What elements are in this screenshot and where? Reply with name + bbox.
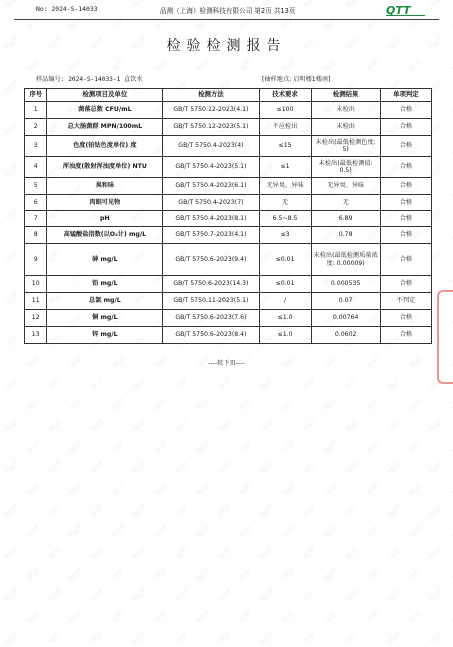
cell-no: 2 [25,119,47,136]
report-number: No: 2024-S-14033 [36,5,98,13]
cell-item: 总氯 mg/L [47,293,163,310]
cell-judgement: 合格 [380,136,431,157]
cell-no: 1 [25,102,47,119]
cell-requirement: 无 [259,195,311,211]
table-row [25,276,432,293]
cell-requirement: ≤15 [259,136,311,157]
cell-item: 铜 mg/L [47,310,163,327]
cell-judgement: 合格 [380,327,431,344]
col-header-method: 检测方法 [163,89,259,102]
cell-requirement: 6.5~8.5 [259,211,311,227]
cell-result: 0.0602 [311,327,380,344]
cell-requirement: ≤1 [259,157,311,178]
col-header-item: 检测项目及单位 [47,89,163,102]
cell-result: 0.000535 [311,276,380,293]
cell-method: GB/T 5750.4-2023(4) [163,136,259,157]
cell-requirement: ≤0.01 [259,276,311,293]
cell-result: 未检出 [311,119,380,136]
cell-result: 6.89 [311,211,380,227]
cell-item: 高锰酸盐指数(以O₂计) mg/L [47,227,163,244]
cell-item: 菌落总数 CFU/mL [47,102,163,119]
table-row [25,327,432,344]
cell-requirement: ≤3 [259,227,311,244]
cell-requirement: ≤1.0 [259,327,311,344]
cell-method: GB/T 5750.12-2023(4.1) [163,102,259,119]
cell-item: 色度(铂钴色度单位) 度 [47,136,163,157]
cell-requirement: 无异臭、异味 [259,178,311,195]
cell-no: 3 [25,136,47,157]
cell-method: GB/T 5750.4-2023(5.1) [163,157,259,178]
cell-no: 13 [25,327,47,344]
cell-method: GB/T 5750.4-2023(8.1) [163,211,259,227]
continue-next-page: ----转下页---- [208,360,245,367]
cell-requirement: 不应检出 [259,119,311,136]
cell-judgement: 合格 [380,119,431,136]
table-row [25,119,432,136]
cell-no: 11 [25,293,47,310]
cell-item: 总大肠菌群 MPN/100mL [47,119,163,136]
cell-requirement: / [259,293,311,310]
company-logo [385,4,427,16]
header-divider [14,19,439,20]
table-row [25,244,432,276]
red-seal-stamp [437,290,453,384]
cell-no: 4 [25,157,47,178]
cell-judgement: 合格 [380,276,431,293]
table-row [25,310,432,327]
cell-item: 臭和味 [47,178,163,195]
table-header-row [25,89,432,102]
cell-judgement: 合格 [380,211,431,227]
svg-text:QTT: QTT [386,4,411,16]
cell-method: GB/T 5750.6-2023(7.6) [163,310,259,327]
cell-item: 浑浊度(散射浑浊度单位) NTU [47,157,163,178]
cell-judgement: 合格 [380,157,431,178]
col-header-result: 检测结果 [311,89,380,102]
cell-result: 无 [311,195,380,211]
cell-result: 未检出(最低检测值: 0.5) [311,157,380,178]
cell-method: GB/T 5750.12-2023(5.1) [163,119,259,136]
cell-judgement: 合格 [380,102,431,119]
col-header-no: 序号 [25,89,47,102]
cell-result: 未检出(最低检测质量浓度: 0.00009) [311,244,380,276]
cell-result: 无异臭、异味 [311,178,380,195]
cell-method: GB/T 5750.11-2023(5.1) [163,293,259,310]
table-row [25,227,432,244]
cell-no: 8 [25,227,47,244]
table-row [25,195,432,211]
cell-requirement: ≤0.01 [259,244,311,276]
company-page-info: 品测（上海）检测科技有限公司 第2页 共13页 [160,7,296,15]
cell-judgement: 合格 [380,195,431,211]
cell-item: 肉眼可见物 [47,195,163,211]
table-row [25,211,432,227]
cell-no: 6 [25,195,47,211]
cell-method: GB/T 5750.6-2023(8.4) [163,327,259,344]
cell-method: GB/T 5750.4-2023(6.1) [163,178,259,195]
cell-result: 未检出 [311,102,380,119]
cell-no: 12 [25,310,47,327]
table-row [25,136,432,157]
cell-no: 5 [25,178,47,195]
cell-requirement: ≤100 [259,102,311,119]
cell-method: GB/T 5750.4-2023(7) [163,195,259,211]
cell-method: GB/T 5750.7-2023(4.1) [163,227,259,244]
cell-result: 0.78 [311,227,380,244]
col-header-requirement: 技术要求 [259,89,311,102]
sampling-location: [抽样地点: 启明楼1楼南] [262,76,331,83]
cell-method: GB/T 5750.6-2023(9.4) [163,244,259,276]
cell-requirement: ≤1.0 [259,310,311,327]
table-row [25,102,432,119]
cell-method: GB/T 5750.6-2023(14.3) [163,276,259,293]
cell-item: 砷 mg/L [47,244,163,276]
page-title: 检验检测报告 [166,38,287,54]
table-row [25,293,432,310]
cell-judgement: 合格 [380,310,431,327]
cell-no: 10 [25,276,47,293]
cell-item: 铅 mg/L [47,276,163,293]
cell-result: 未检出(最低检测色度: 5) [311,136,380,157]
cell-no: 7 [25,211,47,227]
cell-judgement: 不判定 [380,293,431,310]
col-header-judgement: 单项判定 [380,89,431,102]
cell-no: 9 [25,244,47,276]
sample-id: 样品编号: 2024-S-14033-1 直饮水 [36,76,143,83]
results-table [24,88,432,344]
cell-judgement: 合格 [380,178,431,195]
cell-result: 0.07 [311,293,380,310]
cell-judgement: 合格 [380,227,431,244]
table-row [25,157,432,178]
cell-judgement: 合格 [380,244,431,276]
cell-result: 0.00764 [311,310,380,327]
cell-item: pH [47,211,163,227]
cell-item: 锌 mg/L [47,327,163,344]
table-row [25,178,432,195]
